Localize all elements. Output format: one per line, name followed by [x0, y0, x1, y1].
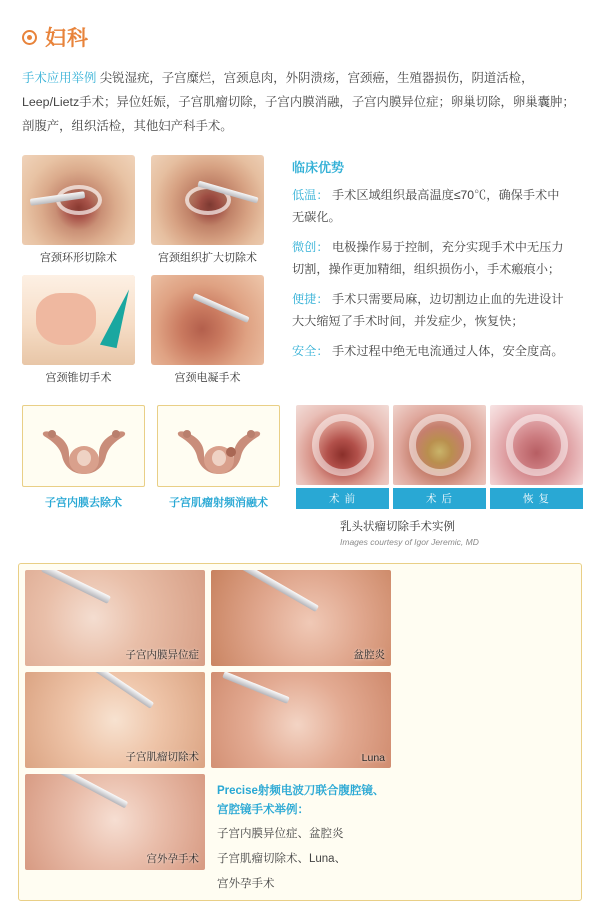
- clinical-case-item: [490, 405, 583, 509]
- gallery-heading: Precise射频电波刀联合腹腔镜、宫腔镜手术举例：: [217, 785, 385, 816]
- target-bullet-icon: [22, 30, 37, 45]
- luna-photo: [211, 672, 391, 768]
- advantage-text: 手术只需要局麻，边切割边止血的先进设计大大缩短了手术时间，并发症少，恢复快；: [292, 291, 564, 329]
- electrode-instrument-icon: [84, 672, 154, 709]
- advantage-text: 电极操作易于控制，充分实现手术中无压力切割，操作更加精细，组织损伤小，手术瘢痕小；: [292, 239, 564, 277]
- diagram-caption: 子宫肌瘤射频消融术: [169, 497, 268, 510]
- speculum-ring-icon: [409, 414, 471, 476]
- gallery-line: 子宫肌瘤切除术、Luna、: [217, 853, 347, 866]
- procedure-image-grid: [22, 155, 272, 392]
- advantages-section: [292, 155, 570, 392]
- page-header: [0, 0, 600, 52]
- intro-label: 手术应用举例: [22, 71, 97, 85]
- speculum-ring-icon: [312, 414, 374, 476]
- clinical-case-tag: 恢 复: [490, 488, 583, 509]
- clinical-case-item: [393, 405, 486, 509]
- advantage-item: [292, 288, 570, 333]
- procedure-caption: 宫颈锥切手术: [45, 371, 112, 384]
- procedure-item: [151, 155, 264, 271]
- gallery-label: 盆腔炎: [353, 649, 385, 662]
- cervix-cone-biopsy-photo: [22, 275, 135, 365]
- diagram-caption: 子宫内膜去除术: [45, 497, 122, 510]
- clinical-case-credit: Images courtesy of Igor Jeremic, MD: [340, 537, 479, 548]
- electrode-instrument-icon: [241, 570, 319, 612]
- procedures-and-advantages: [0, 155, 600, 392]
- papilloma-before-photo: [296, 405, 389, 485]
- uterus-illustration-icon: [171, 420, 267, 476]
- procedure-item: [22, 155, 135, 271]
- advantage-text: 手术区域组织最高温度≤70℃，确保手术中无碳化。: [292, 187, 560, 225]
- procedure-item: [151, 275, 264, 391]
- procedure-caption: 宫颈环形切除术: [40, 251, 117, 264]
- speculum-ring-icon: [506, 414, 568, 476]
- electrode-instrument-icon: [222, 672, 290, 704]
- clinical-case-caption: 乳头状瘤切除手术实例: [340, 521, 455, 534]
- uterus-illustration-icon: [36, 420, 132, 476]
- advantage-text: 手术过程中绝无电流通过人体，安全度高。: [331, 343, 564, 358]
- uterus-myoma-rf-ablation-diagram: [157, 405, 280, 487]
- gallery-label: 子宫内膜异位症: [125, 649, 199, 662]
- uterus-endometrial-ablation-diagram: [22, 405, 145, 487]
- clinical-case-section: [296, 405, 586, 547]
- advantages-title: 临床优势: [292, 159, 345, 175]
- intro-text: 尖锐湿疣，子宫糜烂，宫颈息肉，外阴溃疡，宫颈癌，生殖器损伤，阴道活检，Leep/Lietz手术；异位妊娠，子宫肌瘤切除，子宫内膜消融，子宫内膜异位症；卵巢切除，卵巢囊肿；剖腹产，组织活检，其他妇产科手术。: [22, 71, 575, 134]
- clinical-case-photo-row: [296, 405, 586, 509]
- advantage-item: [292, 236, 570, 281]
- gallery-label: 宫外孕手术: [146, 853, 199, 866]
- papilloma-after-photo: [393, 405, 486, 485]
- gallery-description: [211, 774, 391, 894]
- advantage-item: [292, 340, 570, 363]
- cervix-coagulation-photo: [151, 275, 264, 365]
- procedure-item: [22, 275, 135, 391]
- diagrams-and-case-row: [22, 405, 600, 547]
- procedure-caption: 宫颈组织扩大切除术: [158, 251, 257, 264]
- advantage-label: 便捷：: [292, 291, 329, 306]
- diagram-item: [22, 405, 145, 510]
- intro-paragraph: [22, 66, 580, 139]
- myomectomy-photo: [25, 672, 205, 768]
- advantage-label: 安全：: [292, 343, 329, 358]
- cervix-wide-excision-photo: [151, 155, 264, 245]
- gallery-label: 子宫肌瘤切除术: [125, 751, 199, 764]
- gallery-label: Luna: [361, 752, 385, 765]
- gallery-line: 子宫内膜异位症、盆腔炎: [217, 827, 344, 840]
- gallery-line: 宫外孕手术: [217, 878, 275, 891]
- ectopic-pregnancy-photo: [25, 774, 205, 870]
- electrode-instrument-icon: [58, 774, 128, 808]
- clinical-case-tag: 术 前: [296, 488, 389, 509]
- cone-biopsy-diagram-icon: [22, 275, 135, 365]
- procedure-caption: 宫颈电凝手术: [174, 371, 241, 384]
- electrode-instrument-icon: [41, 570, 111, 604]
- advantage-label: 低温：: [292, 187, 329, 202]
- electrode-instrument-icon: [192, 293, 249, 323]
- diagram-item: [157, 405, 280, 510]
- pelvic-inflammation-photo: [211, 570, 391, 666]
- cervix-loop-excision-photo: [22, 155, 135, 245]
- clinical-case-tag: 术 后: [393, 488, 486, 509]
- page-title: 妇科: [45, 27, 89, 50]
- papilloma-recovery-photo: [490, 405, 583, 485]
- endometriosis-photo: [25, 570, 205, 666]
- clinical-case-item: [296, 405, 389, 509]
- advantage-label: 微创：: [292, 239, 329, 254]
- advantage-item: [292, 184, 570, 229]
- laparoscopy-gallery: [18, 563, 582, 901]
